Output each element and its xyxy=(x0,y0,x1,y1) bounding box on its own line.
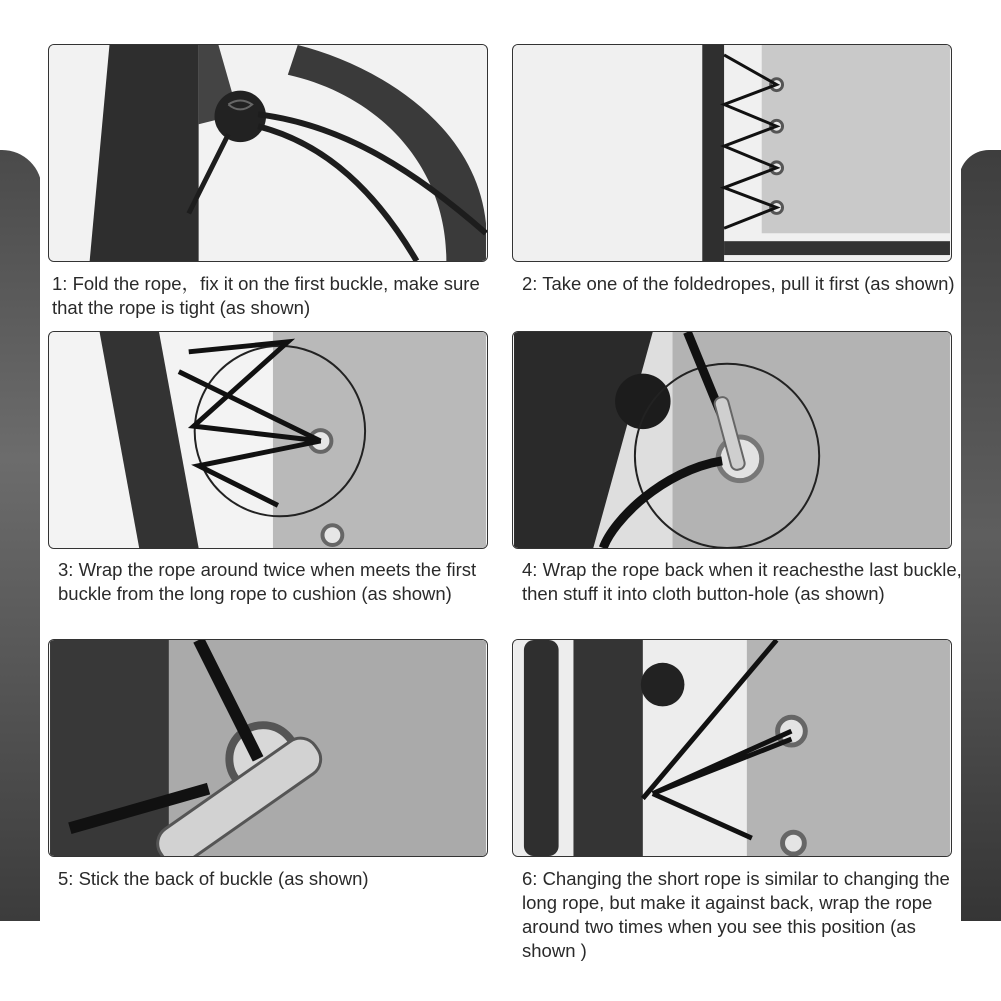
step-4-photo xyxy=(512,331,952,549)
step-1-caption: 1: Fold the rope，fix it on the first buckle, make sure that the rope is tight (as shown) xyxy=(52,273,480,318)
step-5-photo xyxy=(48,639,488,857)
step-3-caption: 3: Wrap the rope around twice when meets the first buckle from the long rope to cushion (as shown) xyxy=(58,559,477,604)
step-4-caption: 4: Wrap the rope back when it reachesthe last buckle, then stuff it into cloth button-hole (as shown) xyxy=(522,559,962,604)
step-2-caption: 2: Take one of the foldedropes, pull it first (as shown) xyxy=(522,273,955,294)
background-right-strip xyxy=(959,150,1001,921)
step-3-photo xyxy=(48,331,488,549)
step-5-caption: 5: Stick the back of buckle (as shown) xyxy=(58,868,369,889)
background-left-strip xyxy=(0,150,42,921)
step-2-photo xyxy=(512,44,952,262)
step-6-caption: 6: Changing the short rope is similar to changing the long rope, but make it against back, wrap the rope around two times when you see this position (as shown ) xyxy=(522,868,950,961)
step-6-photo xyxy=(512,639,952,857)
step-1-photo xyxy=(48,44,488,262)
